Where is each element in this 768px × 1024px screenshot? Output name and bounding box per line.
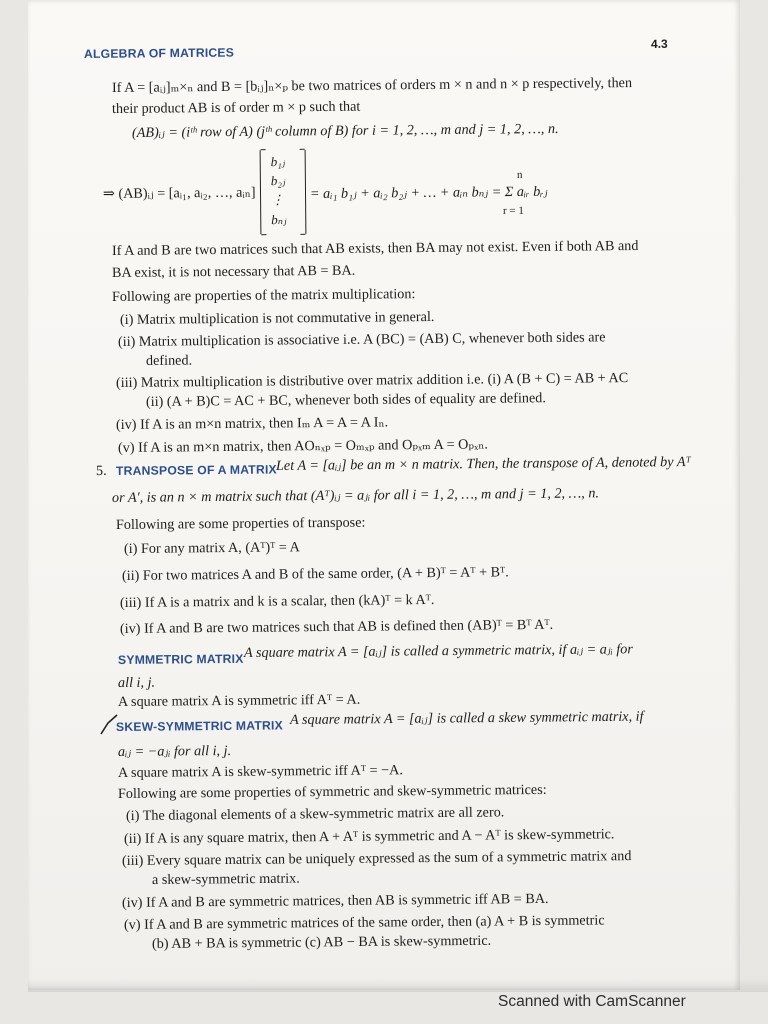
page-bottom-shadow bbox=[28, 978, 768, 992]
column-entry-2: b₂ⱼ bbox=[270, 172, 286, 189]
transpose-property-i: (i) For any matrix A, (Aᵀ)ᵀ = A bbox=[123, 539, 300, 557]
product-def-line-2: their product AB is of order m × p such that bbox=[111, 98, 361, 117]
product-formula-right: = aᵢ₁ b₁ⱼ + aᵢ₂ b₂ⱼ + … + aᵢₙ bₙⱼ = Σ aᵢᵣ bᵣⱼ bbox=[309, 183, 548, 202]
sum-upper-limit: n bbox=[516, 168, 523, 181]
transpose-property-iv: (iv) If A and B are two matrices such that AB is defined then (AB)ᵀ = Bᵀ Aᵀ. bbox=[119, 616, 554, 637]
sym-skew-property-iii-cont: a skew-symmetric matrix. bbox=[151, 870, 300, 888]
column-entry-dots: ⋮ bbox=[271, 191, 285, 208]
skew-symmetric-heading: SKEW-SYMMETRIC MATRIX bbox=[115, 718, 283, 734]
skew-symmetric-def-line-1: A square matrix A = [aᵢⱼ] is called a skew symmetric matrix, if bbox=[289, 708, 644, 728]
symmetric-heading: SYMMETRIC MATRIX bbox=[117, 651, 244, 667]
mult-property-iii: (iii) Matrix multiplication is distributive over matrix addition i.e. (i) A (B + C) = AB + AC bbox=[115, 370, 629, 391]
sym-skew-property-v: (v) If A and B are symmetric matrices of the same order, then (a) A + B is symmetric bbox=[123, 912, 605, 933]
commutativity-line-2: BA exist, it is not necessary that AB = BA. bbox=[111, 262, 356, 281]
commutativity-line-1: If A and B are two matrices such that AB exists, then BA may not exist. Even if both AB and bbox=[111, 237, 639, 259]
mult-property-i: (i) Matrix multiplication is not commutative in general. bbox=[119, 308, 435, 328]
transpose-property-ii: (ii) For two matrices A and B of the same order, (A + B)ᵀ = Aᵀ + Bᵀ. bbox=[121, 564, 509, 584]
transpose-def-line-1: Let A = [aᵢⱼ] be an m × n matrix. Then, the transpose of A, denoted by Aᵀ bbox=[275, 454, 692, 474]
transpose-def-line-2: or A′, is an n × m matrix such that (Aᵀ)ᵢⱼ = aⱼᵢ for all i = 1, 2, …, m and j = 1, 2, …, n. bbox=[111, 485, 600, 506]
column-entry-n: bₙⱼ bbox=[271, 211, 287, 228]
sym-skew-property-i: (i) The diagonal elements of a skew-symmetric matrix are all zero. bbox=[125, 804, 505, 824]
transpose-property-iii: (iii) If A is a matrix and k is a scalar, then (kA)ᵀ = k Aᵀ. bbox=[119, 591, 435, 611]
mult-property-ii-cont: defined. bbox=[145, 352, 193, 369]
page-number: 4.3 bbox=[650, 36, 668, 51]
symmetric-iff: A square matrix A is symmetric iff Aᵀ = A. bbox=[117, 691, 361, 710]
mult-property-ii: (ii) Matrix multiplication is associative i.e. A (BC) = (AB) C, whenever both sides are bbox=[117, 329, 606, 350]
camscanner-watermark: Scanned with CamScanner bbox=[498, 993, 686, 1010]
column-matrix bbox=[260, 150, 307, 234]
transpose-properties-intro: Following are some properties of transpose: bbox=[115, 514, 366, 533]
mult-property-v: (v) If A is an m×n matrix, then AOₙₓₚ = Oₘₓₚ and Oₚₓₘ A = Oₚₓₙ. bbox=[117, 436, 488, 456]
transpose-heading: TRANSPOSE OF A MATRIX bbox=[115, 462, 277, 478]
sum-lower-limit: r = 1 bbox=[502, 204, 524, 217]
symmetric-def-line-2: all i, j. bbox=[117, 674, 156, 691]
product-def-line-1: If A = [aᵢⱼ]ₘ×ₙ and B = [bᵢⱼ]ₙ×ₚ be two matrices of orders m × n and n × p respectively, then bbox=[111, 75, 633, 96]
sym-skew-property-iii: (iii) Every square matrix can be uniquely expressed as the sum of a symmetric matrix and bbox=[121, 848, 632, 869]
transpose-section-number: 5. bbox=[95, 462, 107, 479]
skew-symmetric-def-line-2: aᵢⱼ = −aⱼᵢ for all i, j. bbox=[117, 742, 232, 760]
mult-property-iv: (iv) If A is an m×n matrix, then Iₘ A = A = A Iₙ. bbox=[115, 414, 389, 433]
section-header: ALGEBRA OF MATRICES bbox=[83, 45, 235, 61]
column-entry-1: b₁ⱼ bbox=[270, 153, 286, 170]
sym-skew-property-v-cont: (b) AB + BA is symmetric (c) AB − BA is skew-symmetric. bbox=[151, 932, 492, 952]
mult-properties-intro: Following are properties of the matrix multiplication: bbox=[111, 286, 416, 305]
sym-skew-property-ii: (ii) If A is any square matrix, then A + Aᵀ is symmetric and A − Aᵀ is skew-symmetric. bbox=[123, 826, 615, 847]
mult-property-iii-cont: (ii) (A + B)C = AC + BC, whenever both sides of equality are defined. bbox=[145, 390, 546, 410]
sym-skew-property-iv: (iv) If A and B are symmetric matrices, then AB is symmetric iff AB = BA. bbox=[121, 890, 549, 911]
symmetric-def-line-1: A square matrix A = [aᵢⱼ] is called a symmetric matrix, if aᵢⱼ = aⱼᵢ for bbox=[243, 641, 633, 661]
product-formula-left: ⇒ (AB)ᵢⱼ = [aᵢ₁, aᵢ₂, …, aᵢₙ] bbox=[102, 184, 256, 202]
sym-skew-properties-intro: Following are some properties of symmetric and skew-symmetric matrices: bbox=[117, 781, 547, 802]
skew-symmetric-iff: A square matrix A is skew-symmetric iff Aᵀ = −A. bbox=[117, 762, 403, 781]
product-def-line-3: (AB)ᵢⱼ = (iᵗʰ row of A) (jᵗʰ column of B) for i = 1, 2, …, m and j = 1, 2, …, n. bbox=[131, 120, 559, 141]
